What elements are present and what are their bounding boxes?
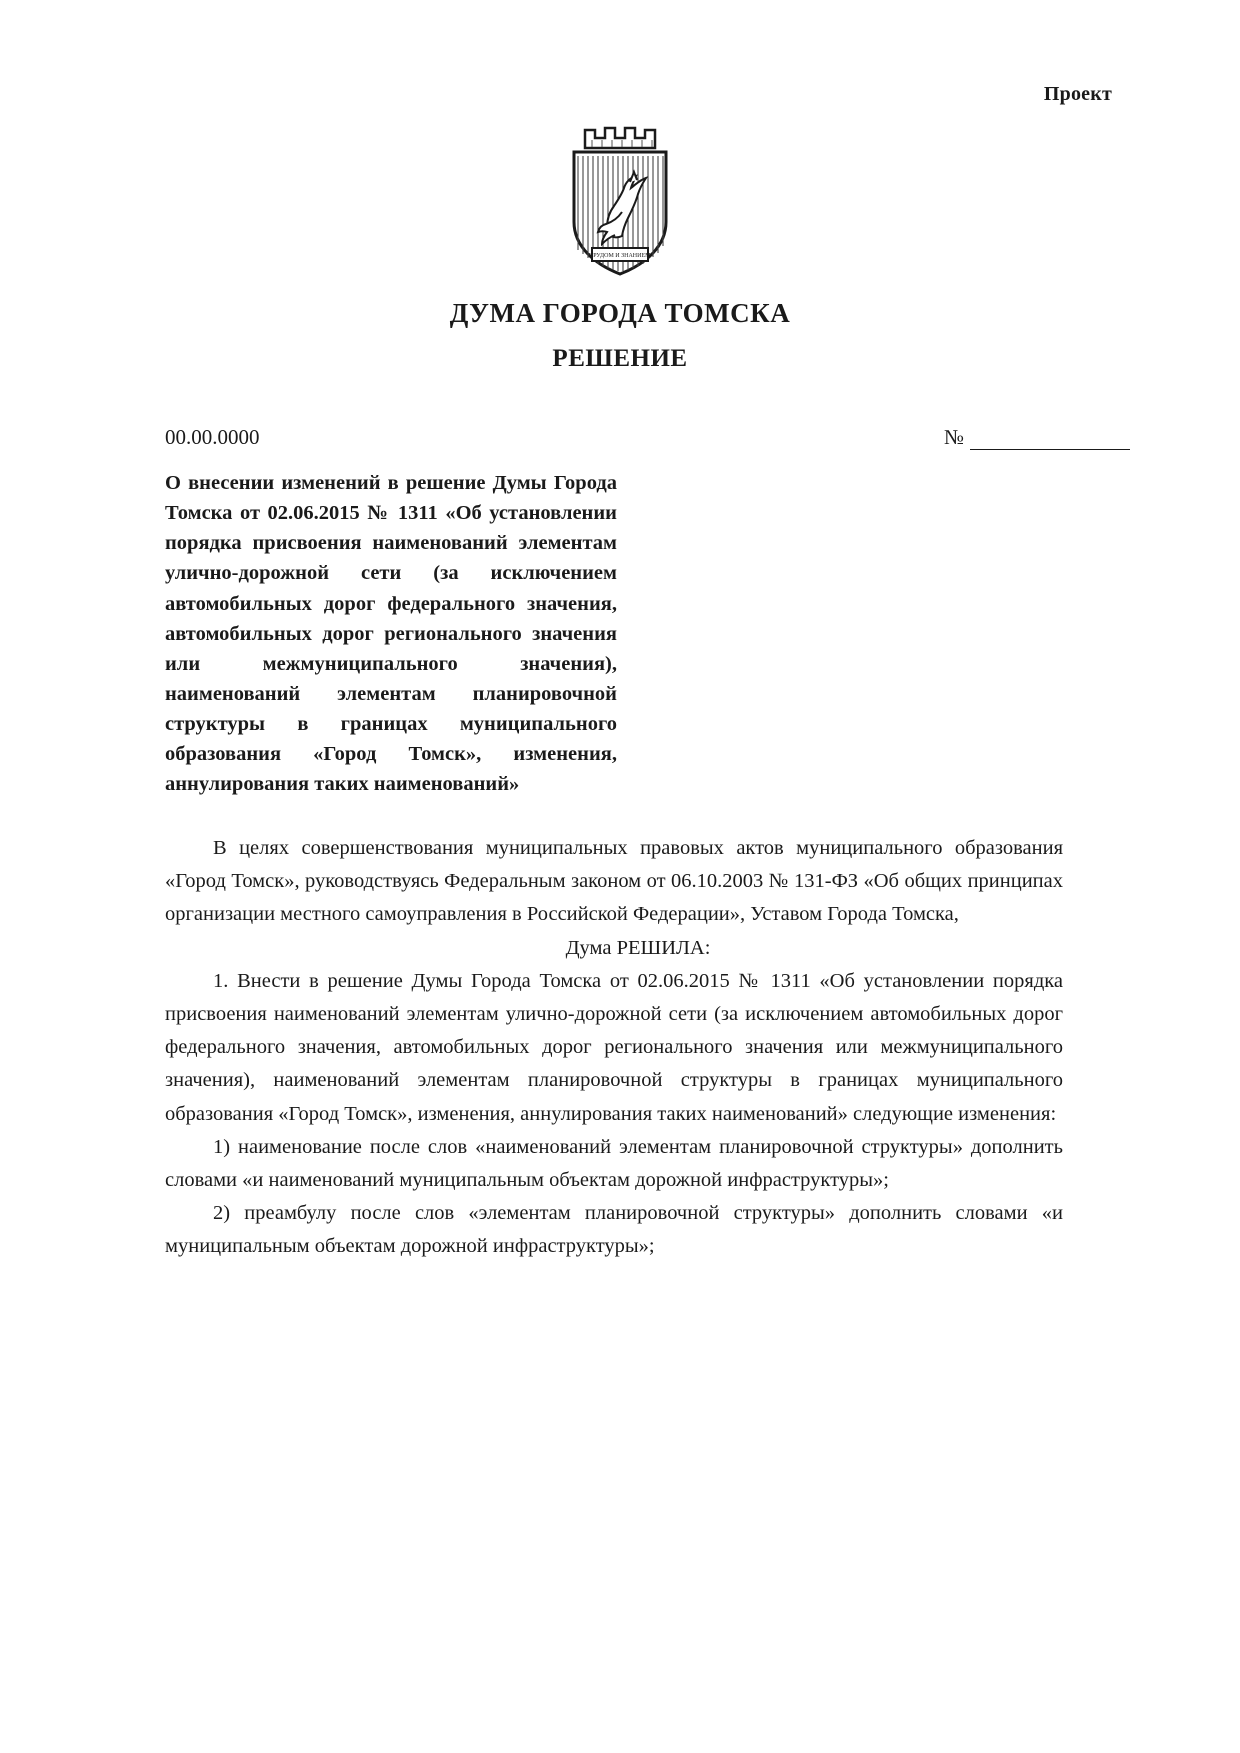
document-body (165, 832, 1063, 1264)
document-date: 00.00.0000 (165, 425, 260, 449)
organization-title: ДУМА ГОРОДА ТОМСКА (449, 298, 791, 328)
document-meta-row (165, 425, 1130, 450)
number-sign: № (943, 425, 964, 449)
document-kind-title: РЕШЕНИЕ (552, 345, 688, 372)
project-stamp: Проект (1043, 83, 1112, 105)
clause-1-2: 2) преамбулу после слов «элементам планировочной структуры» дополнить словами «и муниципальным объектам дорожной инфраструктуры»; (165, 1202, 1063, 1258)
coat-of-arms-container (0, 118, 1240, 280)
document-number (944, 425, 1130, 450)
resolution-header: Дума РЕШИЛА: (565, 936, 711, 959)
document-subject: О внесении изменений в решение Думы Города Томска от 02.06.2015 № 1311 «Об установлении порядка присвоения наименований элементам улично-дорожной сети (за исключением автомобильных дорог федерального значения, автомобильных дорог регионального значения или межмуниципального значения), наименований элементам планировочной структуры в границах муниципального образования «Город Томск», изменения, аннулирования таких наименований» (165, 472, 617, 796)
tomsk-coat-of-arms-icon (568, 118, 672, 280)
preamble-paragraph: В целях совершенствования муниципальных правовых актов муниципального образования «Город Томск», руководствуясь Федеральным законом от 06.10.2003 № 131-ФЗ «Об общих принципах организации местного самоуправления в Российской Федерации», Уставом Города Томска, (165, 837, 1063, 926)
clause-1-1: 1) наименование после слов «наименований элементам планировочной структуры» дополнить словами «и наименований муниципальным объектам дорожной инфраструктуры»; (165, 1135, 1063, 1192)
svg-text:ТРУДОМ И ЗНАНИЕМ: ТРУДОМ И ЗНАНИЕМ (589, 253, 651, 259)
number-blank-line (970, 431, 1130, 450)
clause-1: 1. Внести в решение Думы Города Томска от 02.06.2015 № 1311 «Об установлении порядка присвоения наименований элементам улично-дорожной сети (за исключением автомобильных дорог федерального значения, автомобильных дорог регионального значения или межмуниципального значения), наименований элементам планировочной структуры в границах муниципального образования «Город Томск», изменения, аннулирования таких наименований» следующие изменения: (165, 969, 1063, 1125)
